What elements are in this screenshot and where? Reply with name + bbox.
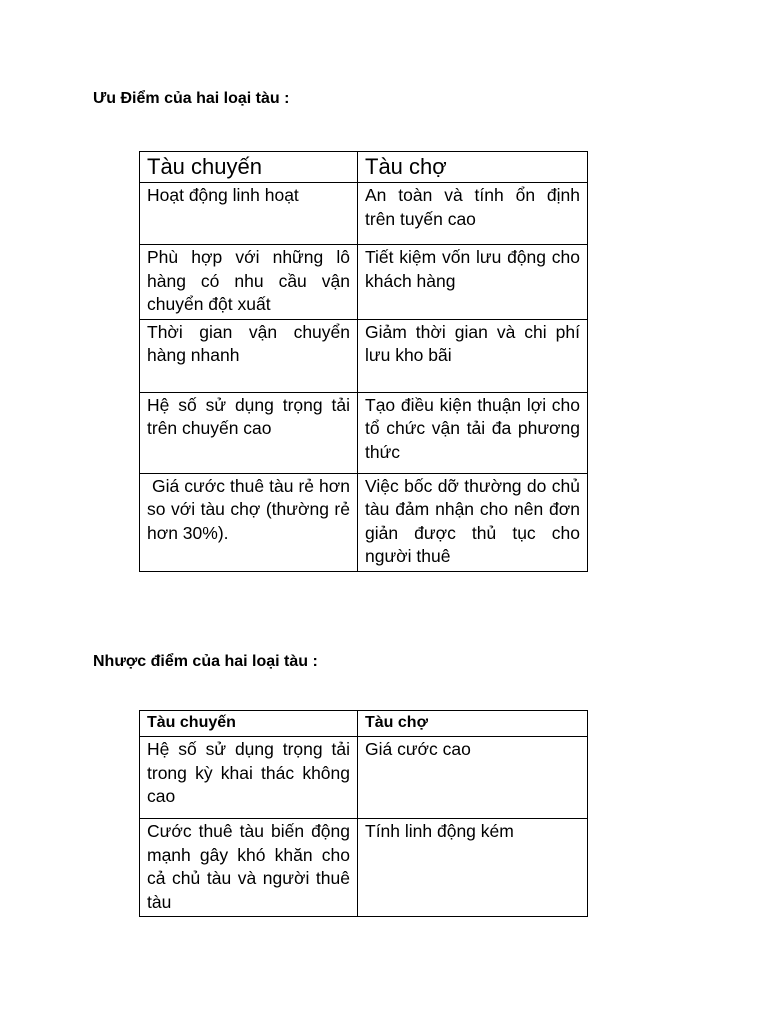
table-cell: Giá cước thuê tàu rẻ hơn so với tàu chợ (thường rẻ hơn 30%). [140,473,358,571]
disadvantages-table [139,710,588,917]
table-row [140,819,588,917]
table-row [140,392,588,473]
disadvantages-heading: Nhược điểm của hai loại tàu : [93,653,318,670]
column-header-tau-chuyen: Tàu chuyến [140,711,358,737]
table-row [140,473,588,571]
table-row [140,245,588,320]
advantages-heading: Ưu Điểm của hai loại tàu : [93,90,290,107]
table-row [140,183,588,245]
table-cell: Phù hợp với những lô hàng có nhu cầu vận chuyển đột xuất [140,245,358,320]
table-cell: Cước thuê tàu biến động mạnh gây khó khăn cho cả chủ tàu và người thuê tàu [140,819,358,917]
table-cell: Giá cước cao [358,737,588,819]
table-cell: Tiết kiệm vốn lưu động cho khách hàng [358,245,588,320]
column-header-tau-cho: Tàu chợ [358,152,588,183]
table-cell: Hoạt động linh hoạt [140,183,358,245]
table-cell: Hệ số sử dụng trọng tải trên chuyến cao [140,392,358,473]
table-row [140,737,588,819]
table-row [140,319,588,392]
table-cell: Tạo điều kiện thuận lợi cho tổ chức vận tải đa phương thức [358,392,588,473]
advantages-table [139,151,588,572]
table-header-row [140,711,588,737]
table-cell: An toàn và tính ổn định trên tuyến cao [358,183,588,245]
table-cell: Việc bốc dỡ thường do chủ tàu đảm nhận cho nên đơn giản được thủ tục cho người thuê [358,473,588,571]
table-cell: Hệ số sử dụng trọng tải trong kỳ khai thác không cao [140,737,358,819]
table-cell: Giảm thời gian và chi phí lưu kho bãi [358,319,588,392]
table-cell: Tính linh động kém [358,819,588,917]
table-cell: Thời gian vận chuyển hàng nhanh [140,319,358,392]
column-header-tau-chuyen: Tàu chuyến [140,152,358,183]
table-header-row [140,152,588,183]
column-header-tau-cho: Tàu chợ [358,711,588,737]
